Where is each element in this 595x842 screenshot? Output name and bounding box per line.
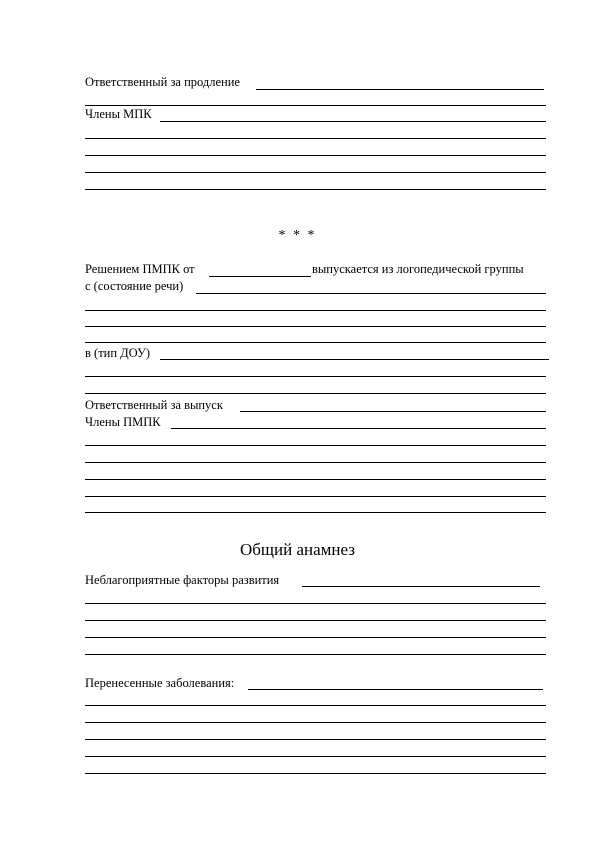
blank-line[interactable] bbox=[85, 342, 546, 343]
blank-line[interactable] bbox=[85, 620, 546, 621]
speech-state-line[interactable] bbox=[196, 293, 546, 294]
pmpk-members-line[interactable] bbox=[171, 428, 546, 429]
blank-line[interactable] bbox=[85, 756, 546, 757]
blank-line[interactable] bbox=[85, 512, 546, 513]
past-diseases-label: Перенесенные заболевания: bbox=[85, 676, 235, 690]
blank-line[interactable] bbox=[85, 722, 546, 723]
blank-line[interactable] bbox=[85, 172, 546, 173]
blank-line[interactable] bbox=[85, 155, 546, 156]
blank-line[interactable] bbox=[85, 445, 546, 446]
blank-line[interactable] bbox=[85, 496, 546, 497]
responsible-release-line[interactable] bbox=[240, 411, 546, 412]
anamnesis-heading: Общий анамнез bbox=[240, 540, 355, 559]
blank-line[interactable] bbox=[85, 189, 546, 190]
blank-line[interactable] bbox=[85, 739, 546, 740]
blank-line[interactable] bbox=[85, 637, 546, 638]
blank-line[interactable] bbox=[85, 310, 546, 311]
decision-prefix-label: Решением ПМПК от bbox=[85, 262, 195, 276]
mpk-members-label: Члены МПК bbox=[85, 107, 152, 121]
blank-line[interactable] bbox=[85, 603, 546, 604]
blank-line[interactable] bbox=[85, 773, 546, 774]
blank-line[interactable] bbox=[85, 479, 546, 480]
pmpk-members-label: Члены ПМПК bbox=[85, 415, 161, 429]
blank-line[interactable] bbox=[85, 393, 546, 394]
decision-date-line[interactable] bbox=[209, 276, 311, 277]
blank-line[interactable] bbox=[85, 705, 546, 706]
blank-line[interactable] bbox=[85, 654, 546, 655]
blank-line[interactable] bbox=[85, 138, 546, 139]
responsible-extension-line[interactable] bbox=[256, 89, 544, 90]
section-separator: * * * bbox=[278, 228, 317, 243]
blank-line[interactable] bbox=[85, 326, 546, 327]
past-diseases-line[interactable] bbox=[248, 689, 543, 690]
unfavorable-factors-label: Неблагоприятные факторы развития bbox=[85, 573, 280, 587]
blank-line[interactable] bbox=[85, 376, 546, 377]
speech-state-label: с (состояние речи) bbox=[85, 279, 184, 293]
mpk-members-line[interactable] bbox=[160, 121, 546, 122]
responsible-release-label: Ответственный за выпуск bbox=[85, 398, 223, 412]
decision-suffix-label: выпускается из логопедической группы bbox=[312, 262, 524, 276]
unfavorable-factors-line[interactable] bbox=[302, 586, 540, 587]
dou-type-line[interactable] bbox=[160, 359, 549, 360]
blank-line[interactable] bbox=[85, 105, 546, 106]
blank-line[interactable] bbox=[85, 462, 546, 463]
dou-type-label: в (тип ДОУ) bbox=[85, 346, 151, 360]
responsible-extension-label: Ответственный за продление bbox=[85, 75, 240, 89]
